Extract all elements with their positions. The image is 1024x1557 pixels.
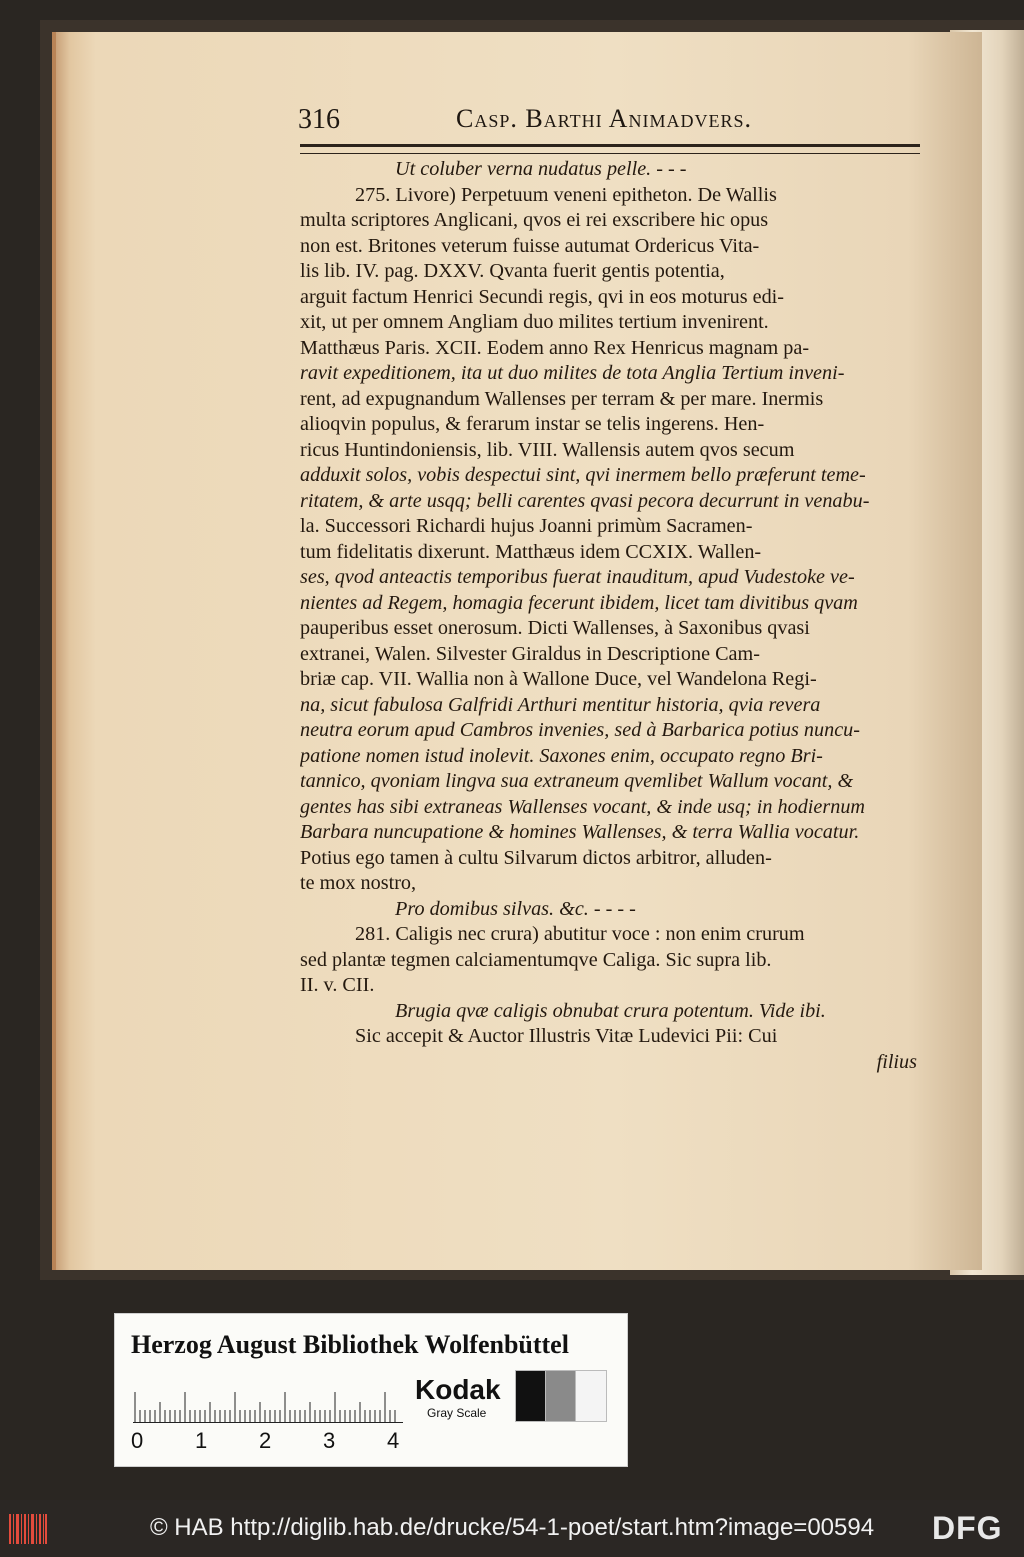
text-line: sed plantæ tegmen calciamentumqve Caliga. Sic supra lib. xyxy=(300,948,772,971)
footer-bar xyxy=(0,1500,1024,1557)
text-line: tannico, qvoniam lingva sua extraneum qvemlibet Wallum vocant, & xyxy=(300,770,854,792)
color-scale-card xyxy=(114,1313,628,1467)
text-line: 281. Caligis nec crura) abutitur voce : non enim crurum xyxy=(355,923,805,945)
text-line: multa scriptores Anglicani, qvos ei rei exscribere hic opus xyxy=(300,209,769,231)
page-text xyxy=(300,157,925,1075)
text-line: Brugia qvæ caligis obnubat crura potentum. Vide ibi. xyxy=(395,999,826,1022)
ruler-number: 3 xyxy=(323,1428,336,1453)
text-line: II. v. CII. xyxy=(300,974,375,996)
kodak-logo: Kodak xyxy=(415,1374,501,1405)
text-line: ritatem, & arte usqq; belli carentes qvasi pecora decurrunt in venabu- xyxy=(300,489,870,512)
text-line: gentes has sibi extraneas Wallenses vocant, & inde usq; in hodiernum xyxy=(300,795,865,818)
gray-scale-label: Gray Scale xyxy=(427,1406,487,1420)
text-line: extranei, Walen. Silvester Giraldus in Descriptione Cam- xyxy=(300,642,760,665)
text-line: Potius ego tamen à cultu Silvarum dictos arbitror, alluden- xyxy=(300,846,772,869)
text-line: nientes ad Regem, homagia fecerunt ibidem, licet tam divitibus qvam xyxy=(300,591,858,614)
ruler xyxy=(133,1388,403,1423)
text-line: Ut coluber verna nudatus pelle. - - - xyxy=(395,158,687,180)
text-line: la. Successori Richardi hujus Joanni primùm Sacramen- xyxy=(300,515,753,537)
text-line: patione nomen istud inolevit. Saxones enim, occupato regno Bri- xyxy=(300,744,823,767)
text-line: adduxit solos, vobis despectui sint, qvi inermem bello præferunt teme- xyxy=(300,464,866,486)
text-line: ravit expeditionem, ita ut duo milites de tota Anglia Tertium inveni- xyxy=(300,362,845,384)
gray-patch xyxy=(515,1370,547,1422)
header-rule xyxy=(300,144,920,154)
text-line: pauperibus esset onerosum. Dicti Wallenses, à Saxonibus qvasi xyxy=(300,617,810,639)
text-line: rent, ad expugnandum Wallenses per terram & per mare. Inermis xyxy=(300,387,824,410)
copyright-link[interactable]: © HAB http://diglib.hab.de/drucke/54-1-poet/start.htm?image=00594 xyxy=(149,1514,875,1541)
text-line: Sic accepit & Auctor Illustris Vitæ Ludevici Pii: Cui xyxy=(355,1025,778,1047)
gray-patch xyxy=(575,1370,607,1422)
text-line: neutra eorum apud Cambros invenies, sed à Barbarica potius nuncu- xyxy=(300,719,860,741)
ruler-number: 2 xyxy=(259,1428,272,1453)
text-line: tum fidelitatis dixerunt. Matthæus idem CCXIX. Wallen- xyxy=(300,540,762,563)
text-line: lis lib. IV. pag. DXXV. Qvanta fuerit gentis potentia, xyxy=(300,260,725,282)
text-line: ses, qvod anteactis temporibus fuerat inauditum, apud Vudestoke ve- xyxy=(300,566,855,588)
text-line: filius xyxy=(876,1050,917,1073)
ruler-number: 4 xyxy=(387,1428,400,1453)
text-line: Pro domibus silvas. &c. - - - - xyxy=(395,897,636,920)
page-number: 316 xyxy=(298,104,340,135)
text-line: Matthæus Paris. XCII. Eodem anno Rex Henricus magnam pa- xyxy=(300,336,810,359)
dfg-logo: DFG xyxy=(932,1510,1003,1546)
text-line: xit, ut per omnem Angliam duo milites tertium invenirent. xyxy=(300,311,769,333)
text-line: alioqvin populus, & ferarum instar se telis ingerens. Hen- xyxy=(300,413,765,435)
text-line: te mox nostro, xyxy=(300,872,417,894)
text-line: arguit factum Henrici Secundi regis, qvi in eos moturus edi- xyxy=(300,285,785,308)
page-header xyxy=(298,104,918,138)
text-line: non est. Britones veterum fuisse autumat Ordericus Vita- xyxy=(300,234,760,257)
institution-name: Herzog August Bibliothek Wolfenbüttel xyxy=(131,1330,569,1359)
gray-patch xyxy=(545,1370,577,1422)
running-head: Casp. Barthi Animadvers. xyxy=(456,104,752,133)
ruler-number: 0 xyxy=(131,1428,144,1453)
ruler-number: 1 xyxy=(195,1428,208,1453)
text-line: 275. Livore) Perpetuum veneni epitheton. De Wallis xyxy=(355,183,777,206)
text-line: briæ cap. VII. Wallia non à Wallone Duce, vel Wandelona Regi- xyxy=(300,668,817,690)
text-line: Barbara nuncupatione & homines Wallenses, & terra Wallia vocatur. xyxy=(300,821,860,843)
text-line: ricus Huntindoniensis, lib. VIII. Wallensis autem qvos secum xyxy=(300,438,795,461)
text-line: na, sicut fabulosa Galfridi Arthuri mentitur historia, qvia revera xyxy=(300,693,821,716)
